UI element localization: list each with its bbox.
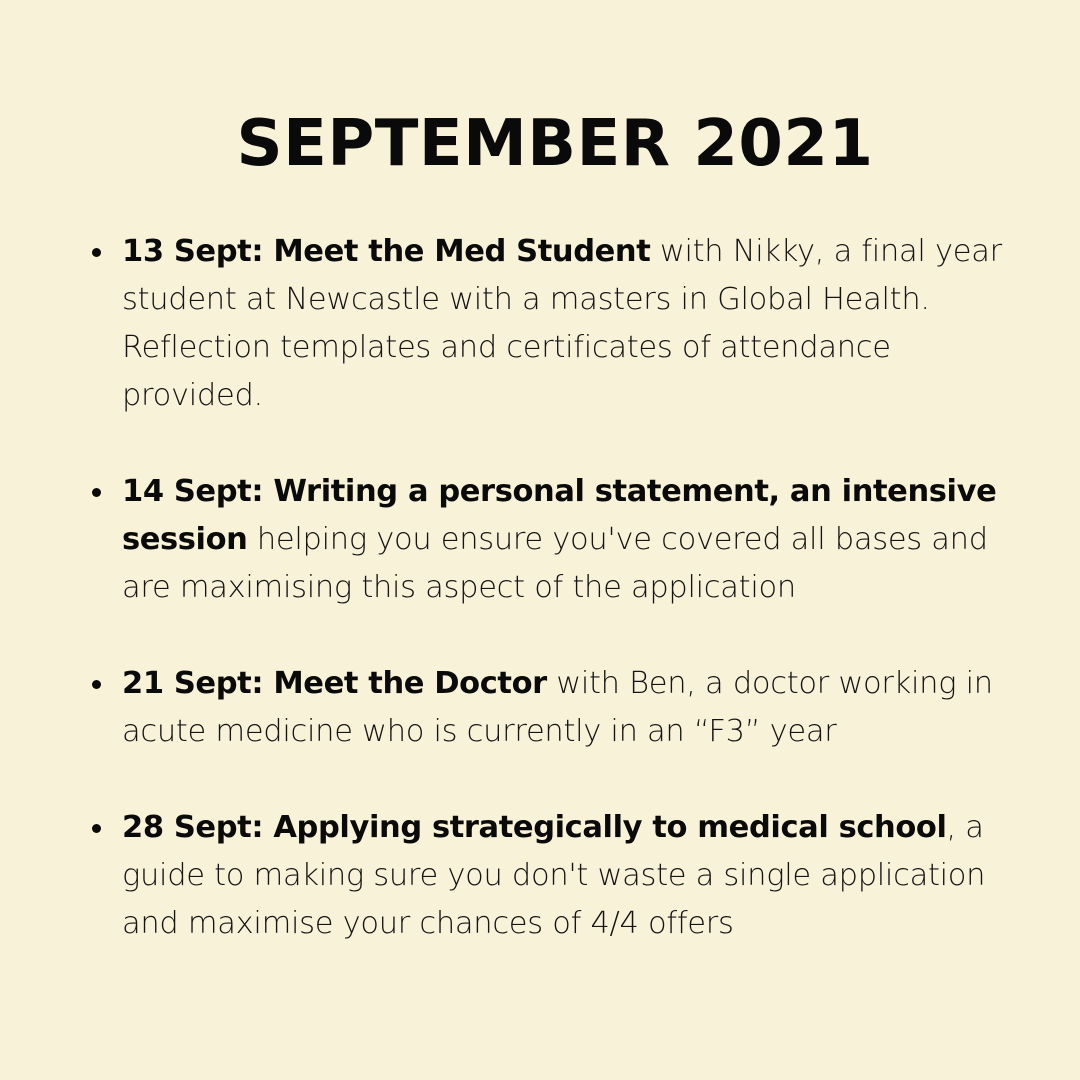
event-description: helping you ensure you've covered all bases and are maximising this aspect of the application — [122, 522, 988, 605]
event-heading: 13 Sept: Meet the Med Student — [122, 234, 651, 269]
bullet-dot-icon — [92, 488, 101, 497]
event-item-28-sept — [122, 804, 1022, 948]
page-title: SEPTEMBER 2021 — [236, 107, 874, 181]
event-heading: 21 Sept: Meet the Doctor — [122, 666, 547, 701]
event-item-13-sept — [122, 228, 1022, 420]
event-heading: 28 Sept: Applying strategically to medical school — [122, 810, 947, 845]
event-list — [122, 228, 1022, 948]
event-description: with Nikky, a final year student at Newcastle with a masters in Global Health. Reflection templates and certificates of attendance provided. — [122, 234, 1002, 413]
bullet-dot-icon — [92, 824, 101, 833]
event-heading: 14 Sept: Writing a personal statement, an intensive session — [122, 474, 997, 557]
event-item-21-sept — [122, 660, 1022, 756]
bullet-dot-icon — [92, 680, 101, 689]
event-description: , a guide to making sure you don't waste a single application and maximise your chances of 4/4 offers — [122, 810, 986, 941]
event-item-14-sept — [122, 468, 1022, 612]
bullet-dot-icon — [92, 248, 101, 257]
event-description: with Ben, a doctor working in acute medicine who is currently in an “F3” year — [122, 666, 993, 749]
